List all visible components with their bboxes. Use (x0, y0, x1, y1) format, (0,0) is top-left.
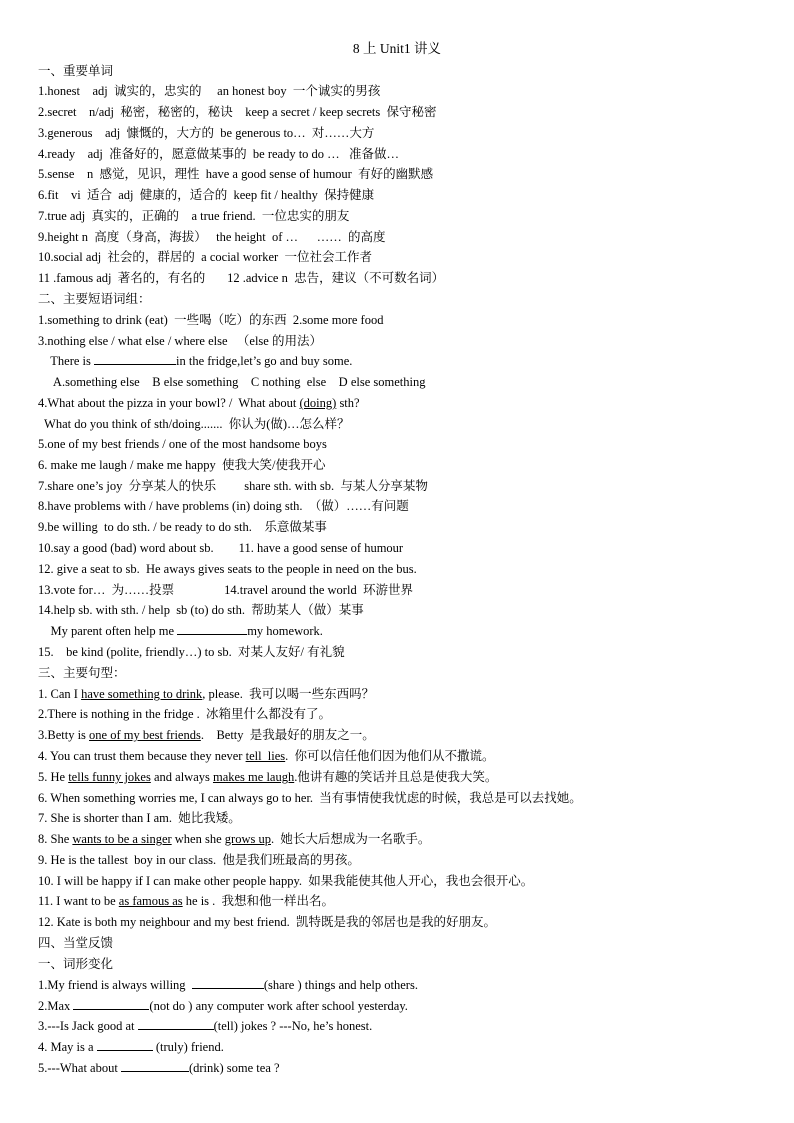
section-heading: 四、当堂反馈 (38, 936, 114, 950)
text-segment: , please. 我可以喝一些东西吗？ (202, 687, 375, 701)
vocab-line: 1.honest adj 诚实的，忠实的 an honest boy 一个诚实的男孩 (38, 84, 381, 98)
text-segment: 1.My friend is always willing (38, 978, 192, 992)
text-segment: my homework. (247, 624, 323, 638)
choice-options: A.something else B else something C nothing else D else something (38, 375, 426, 389)
text-segment: and always (150, 770, 213, 784)
text-segment: 11. I want to be (38, 894, 119, 908)
phrase-line: 9.be willing to do sth. / be ready to do sth. 乐意做某事 (38, 520, 327, 534)
text-segment: 5. He (38, 770, 69, 784)
phrase-line: 1.something to drink (eat) 一些喝（吃）的东西 2.some more food (38, 313, 384, 327)
vocab-line: 10.social adj 社会的，群居的 a cocial worker 一位社会工作者 (38, 250, 372, 264)
underlined-text: tells funny jokes (68, 770, 151, 784)
phrase-line: 7.share one’s joy 分享某人的快乐 share sth. with sb. 与某人分享某物 (38, 479, 428, 493)
answer-blank[interactable] (73, 998, 149, 1010)
phrase-line: 14.help sb. with sth. / help sb (to) do sth. 帮助某人（做）某事 (38, 603, 364, 617)
fill-in-line (38, 353, 352, 369)
text-segment: (tell) jokes ? ---No, he’s honest. (213, 1019, 373, 1033)
text-segment: .他讲有趣的笑话并且总是使我大笑。 (294, 770, 498, 784)
phrase-line: 15. be kind (polite, friendly…) to sb. 对某人友好/ 有礼貌 (38, 645, 345, 659)
exercise-line (38, 1018, 372, 1034)
text-segment: (drink) some tea ? (188, 1061, 280, 1075)
text-segment: (not do ) any computer work after school yesterday. (149, 999, 408, 1013)
vocab-line: 5.sense n 感觉，见识，理性 have a good sense of humour 有好的幽默感 (38, 167, 434, 181)
underlined-text: one of my best friends (89, 728, 201, 742)
exercise-line (38, 1060, 280, 1076)
phrase-line: 5.one of my best friends / one of the most handsome boys (38, 437, 327, 451)
section-heading: 三、主要句型： (38, 666, 126, 680)
exercise-line (38, 1039, 224, 1055)
phrase-line: 8.have problems with / have problems (in) doing sth. （做）……有问题 (38, 499, 409, 513)
answer-blank[interactable] (138, 1018, 214, 1030)
phrase-line: 10.say a good (bad) word about sb. 11. have a good sense of humour (38, 541, 404, 555)
text-segment: 1. Can I (38, 687, 82, 701)
answer-blank[interactable] (121, 1060, 189, 1072)
sentence-line (38, 748, 495, 764)
sentence-line: 9. He is the tallest boy in our class. 他是我们班最高的男孩。 (38, 853, 360, 867)
phrase-line: 12. give a seat to sb. He aways gives seats to the people in need on the bus. (38, 562, 417, 576)
phrase-line: 6. make me laugh / make me happy 使我大笑/使我开心 (38, 458, 326, 472)
text-segment: 4. May is a (38, 1040, 97, 1054)
sentence-line: 10. I will be happy if I can make other people happy. 如果我能使其他人开心，我也会很开心。 (38, 874, 534, 888)
text-segment: 4. You can trust them because they never (38, 749, 246, 763)
sentence-line (38, 686, 374, 702)
sentence-line (38, 831, 430, 847)
text-segment: 4.What about the pizza in your bowl? / What about (38, 396, 300, 410)
sentence-line: 2.There is nothing in the fridge . 冰箱里什么都没有了。 (38, 707, 332, 721)
answer-blank[interactable] (97, 1039, 153, 1051)
sentence-line (38, 769, 497, 785)
text-segment: 5.---What about (38, 1061, 121, 1075)
vocab-line: 11 .famous adj 著名的，有名的 12 .advice n 忠告，建议（不可数名词） (38, 271, 445, 285)
text-segment: he is . 我想和他一样出名。 (182, 894, 335, 908)
text-segment: (share ) things and help others. (263, 978, 418, 992)
underlined-text: have something to drink (81, 687, 203, 701)
text-segment: sth? (336, 396, 360, 410)
exercise-line (38, 998, 408, 1014)
text-segment: 8. She (38, 832, 73, 846)
text-segment: (truly) friend. (152, 1040, 224, 1054)
underlined-text: makes me laugh (212, 770, 295, 784)
answer-blank[interactable] (177, 623, 247, 635)
text-segment: 2.Max (38, 999, 74, 1013)
phrase-line: 3.nothing else / what else / where else （else 的用法） (38, 334, 322, 348)
text-segment: . Betty 是我最好的朋友之一。 (200, 728, 375, 742)
text-segment: . 她长大后想成为一名歌手。 (270, 832, 431, 846)
text-segment: There is (38, 354, 95, 368)
text-segment: My parent often help me (38, 624, 178, 638)
phrase-line: What do you think of sth/doing....... 你认为(做)…怎么样？ (38, 417, 350, 431)
phrase-line (38, 395, 360, 411)
sentence-line (38, 893, 334, 909)
text-segment: 3.---Is Jack good at (38, 1019, 138, 1033)
fill-in-line (38, 623, 323, 639)
underlined-text: wants to be a singer (72, 832, 172, 846)
text-segment: in the fridge,let’s go and buy some. (176, 354, 353, 368)
text-segment: . 你可以信任他们因为他们从不撒谎。 (285, 749, 495, 763)
page-title: 8 上 Unit1 讲义 (352, 41, 442, 56)
phrase-line: 13.vote for… 为……投票 14.travel around the world 环游世界 (38, 583, 413, 597)
section-heading: 一、重要单词 (38, 64, 114, 78)
vocab-line: 6.fit vi 适合 adj 健康的，适合的 keep fit / healthy 保持健康 (38, 188, 375, 202)
vocab-line: 2.secret n/adj 秘密，秘密的，秘诀 keep a secret / keep secrets 保守秘密 (38, 105, 437, 119)
underlined-text: grows up (224, 832, 271, 846)
text-segment: when she (171, 832, 225, 846)
sentence-line: 7. She is shorter than I am. 她比我矮。 (38, 811, 241, 825)
text-segment: 3.Betty is (38, 728, 90, 742)
vocab-line: 3.generous adj 慷慨的，大方的 be generous to… 对……大方 (38, 126, 375, 140)
sentence-line: 12. Kate is both my neighbour and my best friend. 凯特既是我的邻居也是我的好朋友。 (38, 915, 496, 929)
sentence-line (38, 727, 375, 743)
subsection-heading: 一、词形变化 (38, 957, 114, 971)
underlined-text: as famous as (118, 894, 183, 908)
sentence-line: 6. When something worries me, I can always go to her. 当有事情使我忧虑的时候，我总是可以去找她。 (38, 791, 582, 805)
underlined-text: (doing) (299, 396, 337, 410)
vocab-line: 7.true adj 真实的，正确的 a true friend. 一位忠实的朋友 (38, 209, 350, 223)
underlined-text: tell lies (245, 749, 286, 763)
exercise-line (38, 977, 418, 993)
section-heading: 二、主要短语词组： (38, 292, 151, 306)
vocab-line: 4.ready adj 准备好的，愿意做某事的 be ready to do … 准备做… (38, 147, 400, 161)
answer-blank[interactable] (94, 353, 176, 365)
vocab-line: 9.height n 高度（身高，海拔） the height of … …… 的高度 (38, 230, 386, 244)
answer-blank[interactable] (192, 977, 264, 989)
